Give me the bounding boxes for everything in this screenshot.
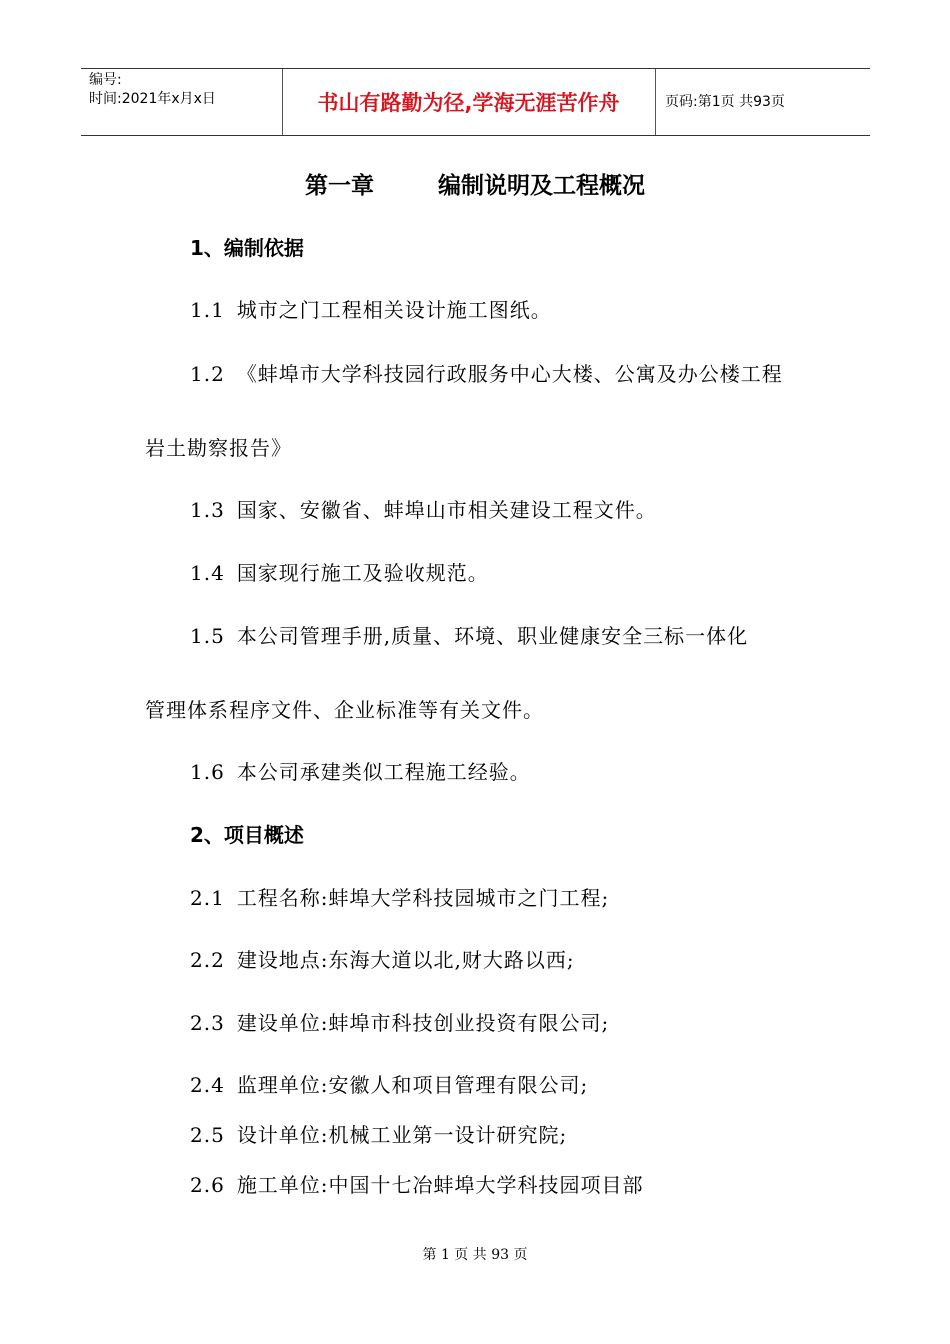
item-number: 2.4 (190, 1073, 225, 1097)
item-number: 1.4 (190, 561, 225, 585)
item-number: 2.6 (190, 1173, 225, 1197)
item-text: 工程名称:蚌埠大学科技园城市之门工程; (236, 886, 610, 910)
item-text: 施工单位:中国十七冶蚌埠大学科技园项目部 (236, 1173, 644, 1197)
item-number: 2.5 (190, 1123, 225, 1147)
item-text: 岩土勘察报告》 (145, 436, 292, 460)
item-number: 1.1 (190, 298, 225, 322)
header-meta-cell (81, 69, 283, 135)
list-item (190, 360, 783, 388)
item-text: 国家、安徽省、蚌埠山市相关建设工程文件。 (236, 498, 657, 522)
list-item (190, 758, 531, 786)
list-item (190, 884, 609, 912)
item-text: 建设地点:东海大道以北,财大路以西; (236, 948, 575, 972)
list-item (190, 1171, 644, 1199)
list-item (190, 296, 552, 324)
list-item (190, 1009, 609, 1037)
serial-number-label: 编号: (89, 72, 122, 88)
list-item-continuation (145, 434, 292, 462)
item-number: 2.1 (190, 886, 225, 910)
item-number: 2.2 (190, 948, 225, 972)
list-item (190, 946, 575, 974)
list-item (190, 496, 657, 524)
item-text: 本公司管理手册,质量、环境、职业健康安全三标一体化 (236, 624, 749, 648)
section-heading-basis: 1、编制依据 (190, 236, 304, 260)
item-text: 《蚌埠市大学科技园行政服务中心大楼、公寓及办公楼工程 (236, 362, 783, 386)
list-item-continuation (145, 696, 544, 724)
page-header (81, 68, 870, 136)
item-text: 城市之门工程相关设计施工图纸。 (236, 298, 552, 322)
item-number: 1.3 (190, 498, 225, 522)
header-motto-cell (282, 69, 656, 135)
list-item (190, 1121, 567, 1149)
item-text: 建设单位:蚌埠市科技创业投资有限公司; (236, 1011, 610, 1035)
motto-text: 书山有路勤为径,学海无涯苦作舟 (317, 91, 620, 115)
list-item (190, 1071, 588, 1099)
page-footer: 第 1 页 共 93 页 (422, 1247, 528, 1263)
item-number: 2.3 (190, 1011, 225, 1035)
list-item (190, 559, 489, 587)
item-text: 管理体系程序文件、企业标准等有关文件。 (145, 698, 544, 722)
item-number: 1.6 (190, 760, 225, 784)
header-page-cell (655, 69, 870, 135)
item-text: 本公司承建类似工程施工经验。 (236, 760, 531, 784)
list-item (190, 622, 748, 650)
page-info: 页码:第1页 共93页 (665, 94, 785, 110)
chapter-title: 第一章 编制说明及工程概况 (304, 173, 646, 199)
item-number: 1.2 (190, 362, 225, 386)
item-text: 设计单位:机械工业第一设计研究院; (236, 1123, 568, 1147)
item-text: 监理单位:安徽人和项目管理有限公司; (236, 1073, 589, 1097)
item-number: 1.5 (190, 624, 225, 648)
section-heading-overview: 2、项目概述 (190, 823, 304, 847)
date-label: 时间:2021年x月x日 (89, 91, 216, 107)
item-text: 国家现行施工及验收规范。 (236, 561, 489, 585)
